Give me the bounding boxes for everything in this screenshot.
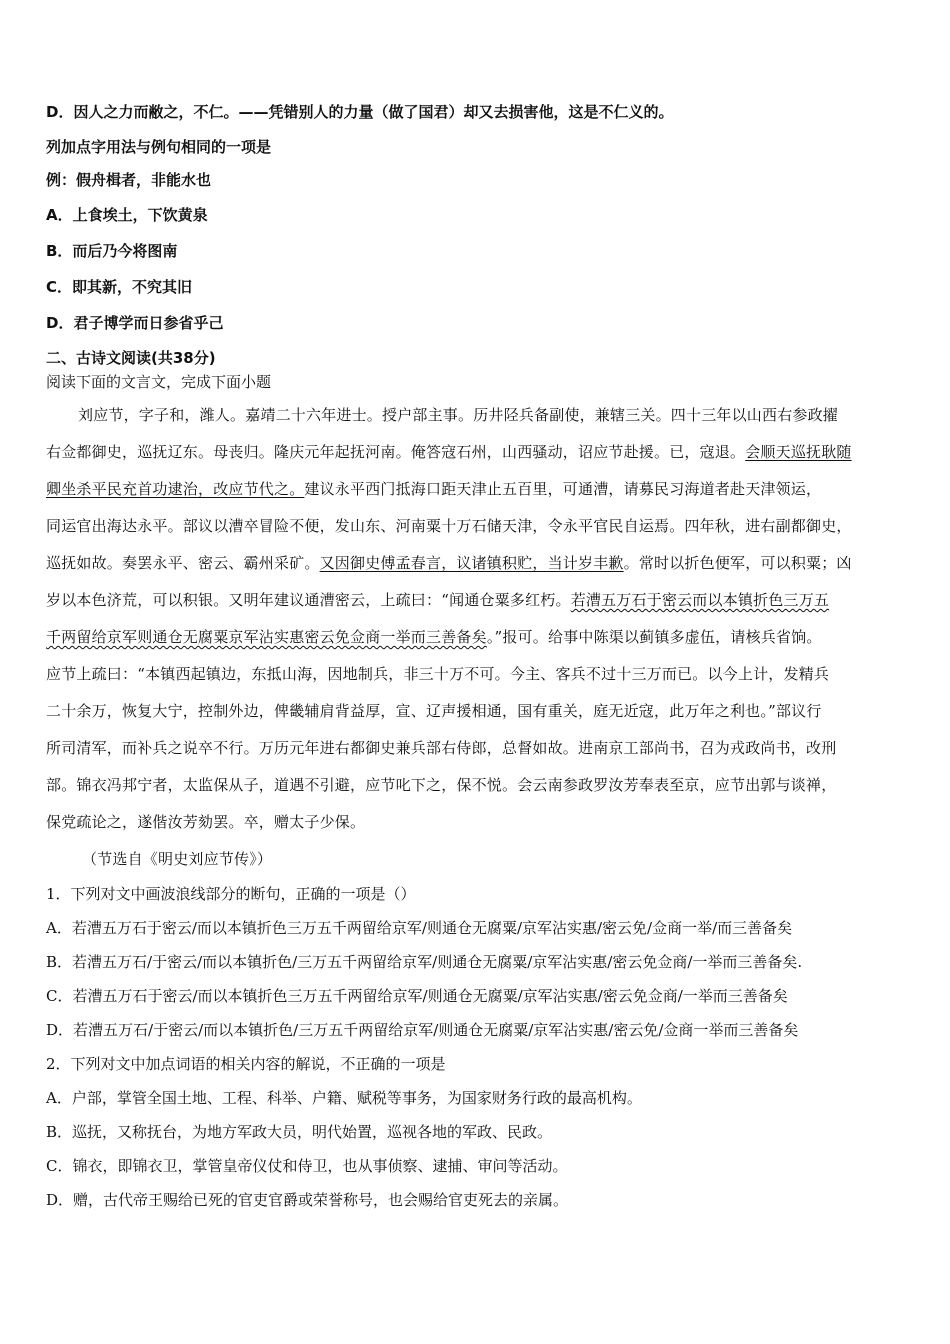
passage-line: 应节上疏曰：“本镇西起镇边，东抵山海，因地制兵，非三十万不可。今主、客兵不过十三万而已。以今上计，发精兵	[46, 665, 830, 683]
underlined-sentence: 会顺天巡抚耿随	[745, 443, 852, 461]
section-title: 二、古诗文阅读(共38分)	[46, 349, 216, 367]
underlined-sentence: 卿坐杀平民充首功逮治，改应节代之。	[46, 480, 305, 498]
question-2-stem: 2．下列对文中加点词语的相关内容的解说，不正确的一项是	[46, 1055, 446, 1073]
passage-line: 保党疏论之，遂偕汝芳劾罢。卒，赠太子少保。	[46, 813, 366, 831]
question-1-option-c: C．若漕五万石于密云/而以本镇折色三万五千两留给京军/则通仓无腐粟/京军沾实惠/密云免佥商/一举而三善备矣	[46, 987, 788, 1005]
option-c: C．即其新，不究其旧	[46, 278, 193, 296]
passage-source: （节选自《明史刘应节传》）	[82, 850, 273, 868]
passage-text: 右佥都御史，巡抚辽东。母丧归。隆庆元年起抚河南。俺答寇石州，山西骚动，诏应节赴援。已，寇退。	[46, 443, 746, 461]
option-d: D．君子博学而日参省乎己	[46, 314, 224, 332]
passage-text: 岁以本色济荒，可以积银。又明年建议通漕密云，上疏曰：“闻通仓粟多红朽。	[46, 591, 571, 609]
question-2-option-a: A．户部，掌管全国土地、工程、科举、户籍、赋税等事务，为国家财务行政的最高机构。	[46, 1089, 642, 1107]
question-1-option-b: B．若漕五万石/于密云/而以本镇折色/三万五千两留给京军/则通仓无腐粟/京军沾实惠/密云免佥商/一举而三善备矣.	[46, 953, 803, 971]
question-1-option-a: A．若漕五万石于密云/而以本镇折色三万五千两留给京军/则通仓无腐粟/京军沾实惠/密云免/佥商一举/而三善备矣	[46, 919, 793, 937]
passage-line: 部。锦衣冯邦宁者，太监保从子，道遇不引避，应节叱下之，保不悦。会云南参政罗汝芳奉表至京，应节出郭与谈禅，	[46, 776, 837, 794]
question-2-option-c: C．锦衣，即锦衣卫，掌管皇帝仪仗和侍卫，也从事侦察、逮捕、审问等活动。	[46, 1157, 568, 1175]
passage-line: 同运官出海达永平。部议以漕卒冒险不便，发山东、河南粟十万石储天津，令永平官民自运焉。四年秋，进右副都御史，	[46, 517, 852, 535]
section-instruction: 阅读下面的文言文，完成下面小题	[46, 373, 272, 391]
passage-line	[46, 441, 852, 463]
option-b: B．而后乃今将图南	[46, 242, 178, 260]
passage-line	[46, 552, 852, 574]
wavy-underlined-text: 若漕五万石于密云而以本镇折色三万五	[570, 591, 830, 609]
passage-text: 。”报可。给事中陈渠以蓟镇多虚伍，请核兵省饷。	[486, 628, 822, 646]
passage-text: 建议永平西门抵海口距天津止五百里，可通漕，请募民习海道者赴天津领运，	[304, 480, 822, 498]
passage-text: 巡抚如故。奏罢永平、密云、霸州采矿。	[46, 554, 320, 572]
passage-line	[46, 478, 821, 500]
question-2-option-b: B．巡抚，又称抚台，为地方军政大员，明代始置，巡视各地的军政、民政。	[46, 1123, 553, 1141]
question-stem: 列加点字用法与例句相同的一项是	[46, 138, 272, 156]
question-2-option-d: D．赠，古代帝王赐给已死的官吏官爵或荣誉称号，也会赐给官吏死去的亲属。	[46, 1191, 569, 1209]
wavy-underlined-text: 千两留给京军则通仓无腐粟京军沾实惠密云免佥商一举而三善备矣	[46, 628, 487, 646]
passage-line	[46, 626, 822, 648]
example-sentence: 例：假舟楫者，非能水也	[46, 171, 212, 189]
question-1-option-d: D．若漕五万石/于密云/而以本镇折色/三万五千两留给京军/则通仓无腐粟/京军沾实惠/密云免/佥商一举而三善备矣	[46, 1021, 799, 1039]
passage-text: 。常时以折色便军，可以积粟；凶	[623, 554, 852, 572]
underlined-sentence: 又因御史傅孟春言，议诸镇积贮，当计岁丰歉	[319, 554, 624, 572]
passage-line: 刘应节，字子和，潍人。嘉靖二十六年进士。授户部主事。历井陉兵备副使，兼辖三关。四十三年以山西右参政擢	[78, 406, 839, 424]
prev-question-option-d: D．因人之力而敝之，不仁。——凭错别人的力量（做了国君）却又去损害他，这是不仁义的。	[46, 103, 674, 121]
passage-line: 二十余万，恢复大宁，控制外边，俾畿辅肩背益厚，宣、辽声援相通，国有重关，庭无近寇，此万年之利也。”部议行	[46, 702, 822, 720]
passage-line: 所司清军，而补兵之说卒不行。万历元年进右都御史兼兵部右侍郎，总督如故。进南京工部尚书，召为戎政尚书，改刑	[46, 739, 837, 757]
passage-line	[46, 589, 829, 611]
option-a: A．上食埃土，下饮黄泉	[46, 206, 208, 224]
question-1-stem: 1．下列对文中画波浪线部分的断句，正确的一项是（）	[46, 885, 416, 903]
